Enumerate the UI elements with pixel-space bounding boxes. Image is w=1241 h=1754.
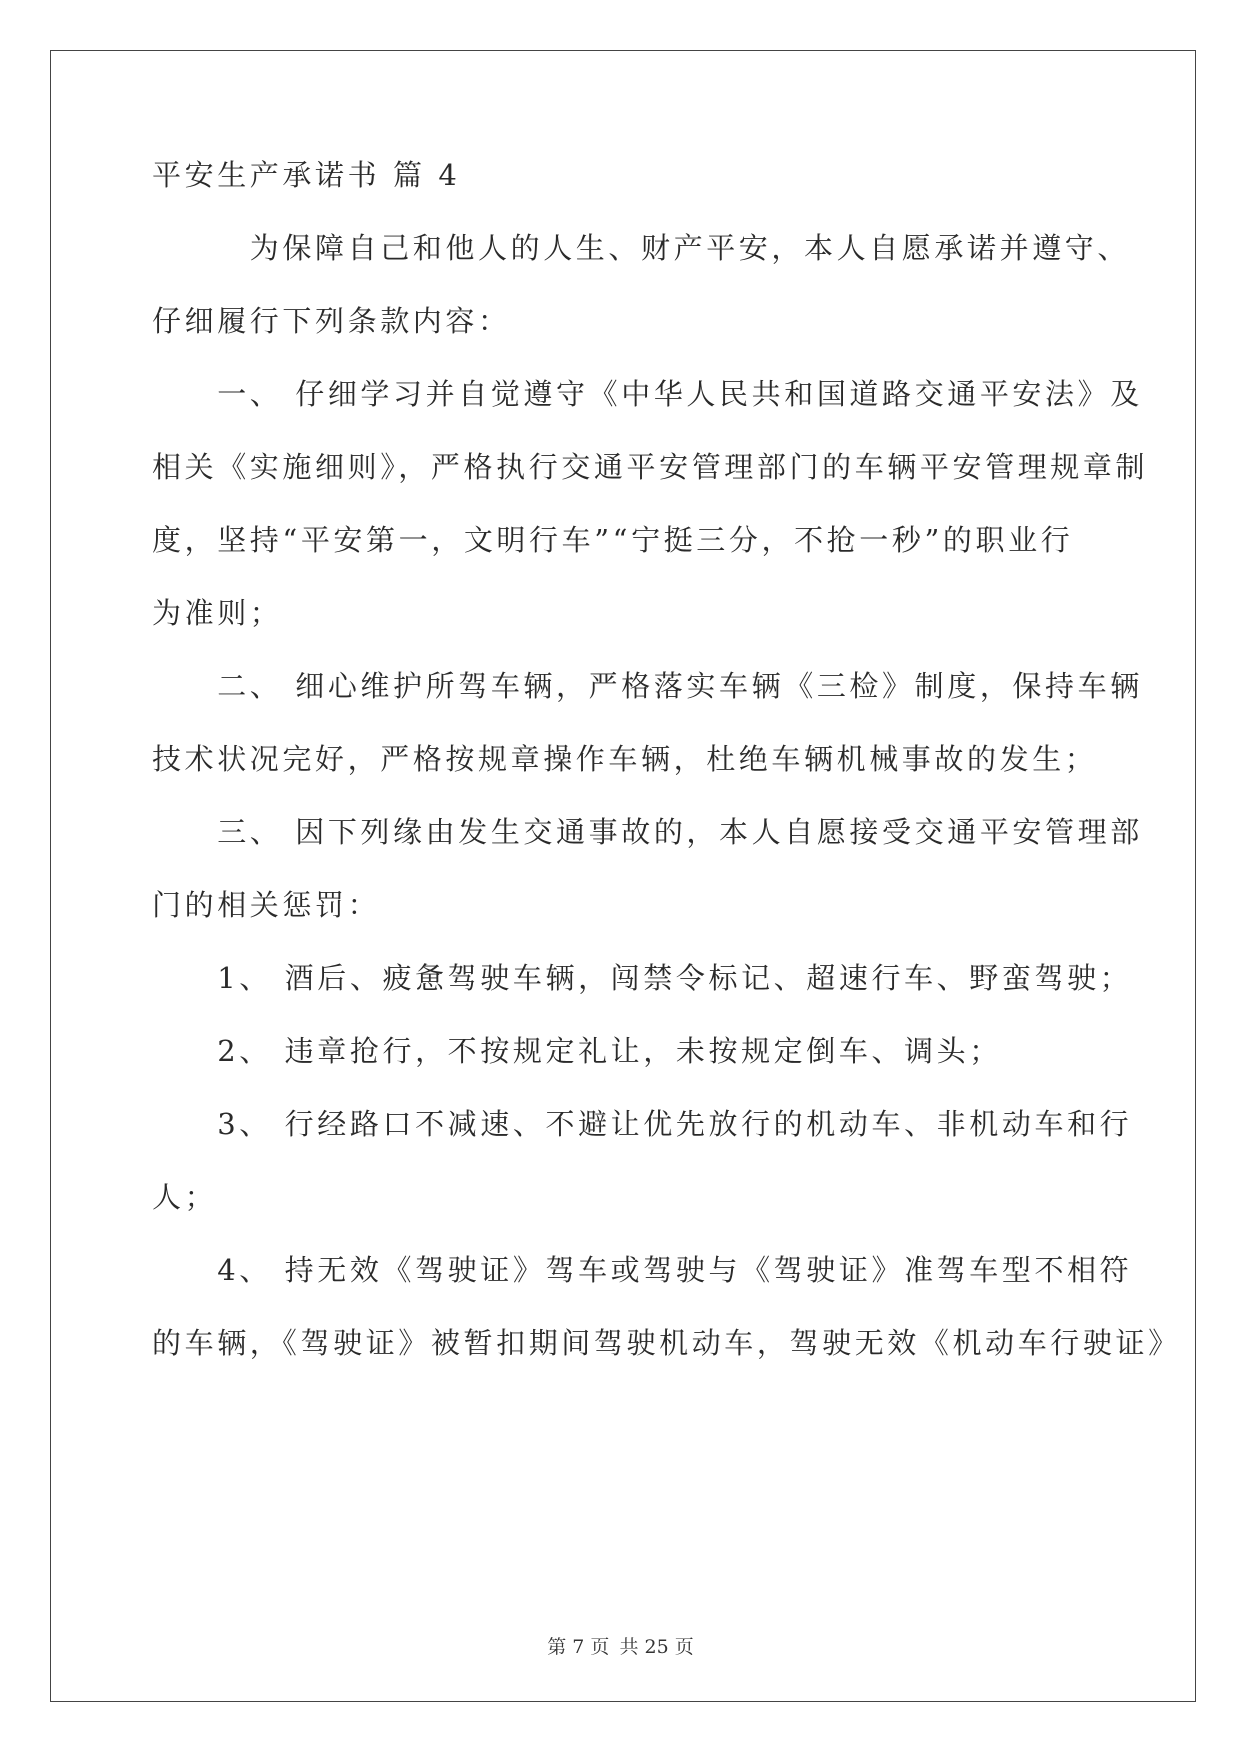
paragraph-line: 1、 酒后、疲惫驾驶车辆，闯禁令标记、超速行车、野蛮驾驶； bbox=[152, 961, 1133, 995]
paragraph-line: 技术状况完好，严格按规章操作车辆，杜绝车辆机械事故的发生； bbox=[152, 742, 1098, 776]
paragraph-line: 的车辆，《驾驶证》被暂扣期间驾驶机动车，驾驶无效《机动车行驶证》 bbox=[152, 1326, 1181, 1360]
paragraph-line: 为保障自己和他人的人生、财产平安，本人自愿承诺并遵守、 bbox=[152, 231, 1131, 265]
paragraph-line: 相关《实施细则》，严格执行交通平安管理部门的车辆平安管理规章制 bbox=[152, 450, 1149, 484]
total-pages: 共 25 页 bbox=[619, 1636, 694, 1658]
page-border bbox=[50, 50, 1196, 1702]
paragraph-line: 2、 违章抢行，不按规定礼让，未按规定倒车、调头； bbox=[152, 1034, 1002, 1068]
paragraph-line: 3、 行经路口不减速、不避让优先放行的机动车、非机动车和行 bbox=[152, 1107, 1133, 1141]
paragraph-line: 门的相关惩罚： bbox=[152, 888, 381, 922]
paragraph-line: 三、 因下列缘由发生交通事故的，本人自愿接受交通平安管理部 bbox=[152, 815, 1143, 849]
page-number: 第 7 页 bbox=[547, 1636, 610, 1658]
paragraph-line: 度，坚持“平安第一，文明行车”“宁挺三分，不抢一秒”的职业行 bbox=[152, 523, 1074, 557]
paragraph-line: 为准则； bbox=[152, 596, 283, 630]
paragraph-line: 一、 仔细学习并自觉遵守《中华人民共和国道路交通平安法》及 bbox=[152, 377, 1143, 411]
paragraph-line: 人； bbox=[152, 1180, 218, 1214]
document-title: 平安生产承诺书 篇 4 bbox=[152, 158, 461, 192]
paragraph-line: 4、 持无效《驾驶证》驾车或驾驶与《驾驶证》准驾车型不相符 bbox=[152, 1253, 1133, 1287]
page-footer bbox=[0, 1632, 1241, 1659]
paragraph-line: 仔细履行下列条款内容： bbox=[152, 304, 511, 338]
paragraph-line: 二、 细心维护所驾车辆，严格落实车辆《三检》制度，保持车辆 bbox=[152, 669, 1143, 703]
